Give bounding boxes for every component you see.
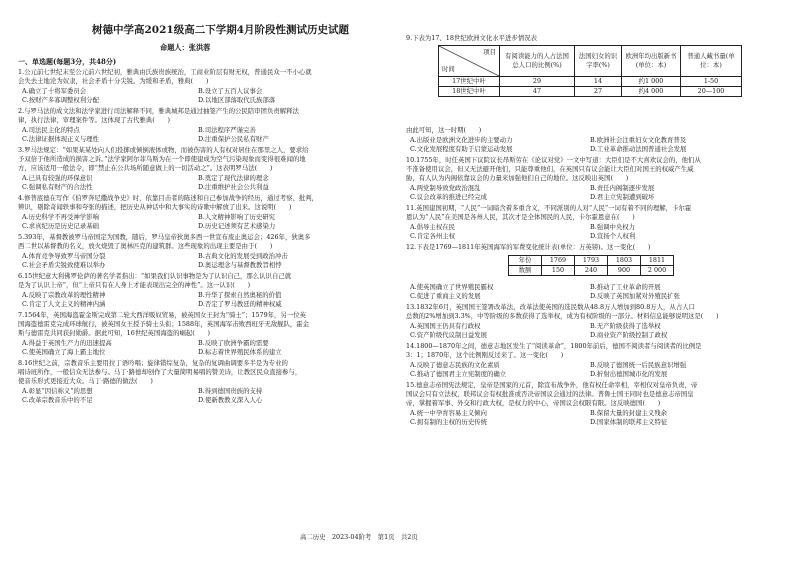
q9-header-c4: 普通人藏书量(单位：本) — [681, 46, 742, 77]
table-cell: 900 — [608, 266, 641, 276]
q14-stem-2: 3：1；1870年，这个比例刚反过来了。这一变化( ) — [406, 351, 564, 359]
q14-option-d[interactable]: D.折射出德国城市化的发展 — [590, 370, 668, 378]
table-cell: 1-50 — [681, 77, 742, 87]
q1-option-b[interactable]: B.设立了五百人议事会 — [198, 87, 263, 95]
q4-stem-2: 辨识，剔除奇闻轶事和夸张的描述，把历史从神话中和大事实的诗歌中解放了出来。这说明( ) — [18, 203, 292, 211]
q7-option-d[interactable]: D.标志着世界殖民体系的建立 — [198, 348, 282, 356]
q13-option-b[interactable]: B.无产阶级获得了选举权 — [590, 322, 661, 330]
q9-option-a[interactable]: A.出版业是欧洲文化进步的主要动力 — [410, 136, 513, 144]
q9-stem: 由此可知，这一时期( ) — [406, 126, 482, 134]
table-cell: 1793 — [575, 256, 608, 266]
q1-option-d[interactable]: D.以地区部落取代氏族部落 — [198, 96, 276, 104]
q12-option-b[interactable]: B.推动了工业革命的开展 — [590, 283, 661, 291]
q6-option-a[interactable]: A.反映了宗教改革的理性精神 — [22, 291, 106, 299]
q7-stem-3: 斯与德雷克共同获封勋爵。据此可知，16世纪英国海盗的崛起( ) — [18, 329, 211, 337]
q1-stem-1: 1.公元前七世纪末至公元前六世纪初，雅典由氏族贵族统治，工商业阶层有财无权，普通民众一不小心就 — [18, 68, 312, 76]
q3-option-a[interactable]: A.已具有较强的环保意识 — [22, 174, 93, 182]
q13-stem-1: 13.1832年6月，英国国王签署改革法，改革法使英国的选民数从48.8万人增加到80.8万人，从占人口 — [406, 303, 696, 311]
q9-header-time: 时间 — [442, 65, 455, 73]
q3-stem-2: 予双倍于他所造成的损害之诉。”法学家阿尔菲乌斯为在一个即使建成为空气污染现象而变得很难闻的地 — [18, 155, 306, 163]
q4-option-c[interactable]: C.求真纪历是历史记录基础 — [22, 222, 99, 230]
q15-option-c[interactable]: C.拥有制的主权的历史传统 — [410, 418, 487, 426]
q9-intro: 9.下表为17、18世纪欧洲文化水平进步情况表 — [406, 34, 538, 42]
q10-option-c[interactable]: C.议会改革的推进已经完成 — [410, 193, 487, 201]
q12-option-d[interactable]: D.反映了英国加紧对外殖民扩张 — [590, 292, 681, 300]
q9-option-d[interactable]: D.工业革命推动法国普通社会发展 — [590, 145, 687, 153]
q1-option-a[interactable]: A.确立了十将军委员会 — [22, 87, 87, 95]
q15-stem-1: 15.德意志帝国宪法规定，皇帝是国家的元首，除宣布战争外，他有权任命宰相，宰相仅对皇帝负责，帝 — [406, 381, 698, 389]
table-cell: 18世纪中叶 — [439, 87, 500, 97]
exam-title: 树德中学高2021级高二下学期4月阶段性测试历史试题 — [92, 24, 350, 36]
q11-option-b[interactable]: B.强调中央权力 — [590, 223, 636, 231]
q9-header-c3: 欧洲年均出版新书(单位：本) — [622, 46, 681, 77]
q11-option-a[interactable]: A.倡导主权在民 — [410, 223, 455, 231]
table-row — [439, 87, 742, 97]
q8-option-d[interactable]: D.使新教教义深入人心 — [198, 396, 263, 404]
table-cell: 27 — [575, 87, 622, 97]
q12-table — [508, 255, 674, 276]
q6-option-c[interactable]: C.肯定了人文主义的精神内涵 — [22, 300, 106, 308]
table-row — [509, 266, 674, 276]
q11-option-d[interactable]: D.宣扬个人权利 — [590, 232, 636, 240]
q12-option-a[interactable]: A.使英国确立了世界殖民霸权 — [410, 283, 494, 291]
q7-stem-1: 7.1564年，英国海盗霍金斯完成第二轮大西洋贩奴贸易，被英国女王封为“骑士”；1579年，另一位英 — [18, 311, 307, 319]
q7-stem-2: 国海盗德雷克完成环球航行，被英国女王授予骑士头衔；1588年，英国海军击败西班牙无敌舰队，霍金 — [18, 320, 310, 328]
q7-option-a[interactable]: A.得益于英国生产力的迅速提高 — [22, 339, 112, 347]
table-cell: 17世纪中叶 — [439, 77, 500, 87]
table-cell: 约1 000 — [622, 77, 681, 87]
q10-stem-3: 胁，有人认为内阁依靠议会的力量来加强他们自己的地位。这反映出英国( ) — [406, 174, 629, 182]
q5-option-c[interactable]: C.社会矛盾尖锐致使难以举办 — [22, 261, 106, 269]
q5-option-b[interactable]: B.古典文化的发展受到政治冲击 — [198, 252, 288, 260]
q12-option-c[interactable]: C.促进了重商主义的发展 — [410, 292, 481, 300]
q14-stem-1: 14.1800—1870年之间，德意志地区发生了“阅读革命”，1800年前后，德国不阅读者与阅读者的比例是 — [406, 342, 702, 350]
q5-stem-2: 西二世以基督教的名义，放火烧毁了奥林匹克的建筑群。这些现象的出现主要是由于( ) — [18, 242, 273, 250]
q13-option-c[interactable]: C.资产阶级代议制日益发展 — [410, 331, 487, 339]
q9-header-item: 项目 — [483, 48, 496, 56]
table-cell: 1769 — [542, 256, 575, 266]
q9-table-header — [439, 46, 742, 77]
q3-stem-1: 3.罗马法规定：“如果某某处向人们投掷或倾倒液体或物，而被伤害的人有权对居住在那里之人，要求给 — [18, 146, 309, 154]
table-cell: 1811 — [641, 256, 674, 266]
table-cell: 20—100 — [681, 87, 742, 97]
q15-stem-3: 帝，掌握着军事、外交和行政大权，是权力的中心，帝国议会权限有限。这反映德国( ) — [406, 399, 661, 407]
q13-option-d[interactable]: D.商业资产阶级控制了政权 — [590, 331, 668, 339]
q6-stem-1: 6.15世纪意大利佛罗伦萨的著名学者指出：“如果我们认识事物是为了认识自己，那么认识自己就 — [18, 272, 292, 280]
q12-stem: 12.下表是1769—1811年英国海军的军费变化统计表(单位：万英镑)。这一变化( ) — [406, 243, 651, 251]
q15-option-a[interactable]: A.统一中孕育容易主义倾向 — [410, 409, 487, 417]
q6-stem-2: 是为了认识上帝”，但“上帝只有在人身上才能表现出完全的神性”。这一认识( ) — [18, 281, 251, 289]
q3-option-c[interactable]: C.强调私有财产的合法性 — [22, 183, 93, 191]
q10-option-b[interactable]: B.责任内阁制逐步发展 — [590, 184, 655, 192]
q9-table — [438, 45, 742, 97]
q8-option-b[interactable]: B.得到德国贵族的支持 — [198, 387, 263, 395]
table-cell: 1803 — [608, 256, 641, 266]
q1-stem-2: 会失去土地沦为奴隶，社会矛盾十分尖锐。为缓和矛盾，雅典( ) — [18, 77, 209, 85]
q11-stem-1: 11.英国建国初期，“人民”一词暗含着多重含义，不同派别的人对“人民”一词有着不同的理解，卡尔霍 — [406, 204, 692, 212]
q4-option-a[interactable]: A.历史科学不再受神学影响 — [22, 213, 99, 221]
q12-data-label: 数额 — [509, 266, 542, 276]
q10-stem-2: 不准备使用议会，但又无法避开他们，只能尊重他们，在英国只有议会能让大臣们对国王的权威产生威 — [406, 165, 694, 173]
q8-stem-1: 8.16世纪之前，宗教音乐主要用拉丁语吟唱；旋律错综复杂，复杂的复调曲调要多半是为专业的 — [18, 359, 288, 367]
q3-stem-3: 方，应该适用一般法令，即“禁止在公共场所随意做上的一切活动之”。这表明罗马法( ) — [18, 164, 273, 172]
q4-option-b[interactable]: B.人文精神影响了历史研究 — [198, 213, 276, 221]
q9-option-b[interactable]: B.欧洲社会注重妇女文化教育普及 — [590, 136, 687, 144]
q9-header-c2: 法国妇女的识字率(%) — [575, 46, 622, 77]
q2-option-c[interactable]: C.法律证据体现正义与理性 — [22, 135, 99, 143]
q9-diagonal-header — [439, 46, 500, 77]
q14-option-b[interactable]: B.反映了德国统一后民族意识增强 — [590, 361, 687, 369]
q8-stem-3: 使音乐形式更接近大众。马丁·路德的做法( ) — [18, 377, 153, 385]
q6-option-b[interactable]: B.升华了探索自然奥秘的价值 — [198, 291, 282, 299]
q1-option-c[interactable]: C.按财产多寡调整权利分配 — [22, 96, 99, 104]
exam-author: 命题人：张洪蓉 — [160, 43, 211, 52]
page-footer: 高二历史 2023-04阶考 第1页 共2页 — [300, 533, 418, 541]
q15-option-b[interactable]: B.保留大量的封建主义残余 — [590, 409, 668, 417]
q10-stem-1: 10.1755年，时任英国下议院议长昂斯劳在《论议对党》一文中写道：大臣们是不大喜欢议会的，他们从 — [406, 156, 701, 164]
q13-stem-2: 总数的2%增加到3.3%，中等阶级的多数获得了选举权，成为有权阶级的一部分。材料信息能够说明这是( ) — [406, 312, 719, 320]
q7-option-b[interactable]: B.反映了欧洲争霸的需要 — [198, 339, 269, 347]
q5-option-d[interactable]: D.奥运理念与基督教教旨相悖 — [198, 261, 282, 269]
table-cell: 47 — [500, 87, 575, 97]
q15-stem-2: 国议会只有立法权，联邦议会有权批准或否决帝国议会通过的法律。普鲁士国王同时也是德意志帝国皇 — [406, 390, 694, 398]
q15-option-d[interactable]: D.国家体制的联邦主义特征 — [590, 418, 668, 426]
q8-option-a[interactable]: A.彰显“因信称义”的思想 — [22, 387, 93, 395]
q11-stem-2: 恩认为“人民”在美国是各州人民，其次才是全体国民的人民，卡尔霍恩意在( ) — [406, 213, 635, 221]
q12-year-label: 年份 — [509, 256, 542, 266]
q8-option-c[interactable]: C.改革宗教音乐中的不足 — [22, 396, 93, 404]
q2-option-d[interactable]: D.注重保护公民私有财产 — [198, 135, 269, 143]
table-cell: 240 — [575, 266, 608, 276]
table-row — [439, 77, 742, 87]
table-cell: 2 000 — [641, 266, 674, 276]
table-row — [509, 256, 674, 266]
q3-option-d[interactable]: D.注重维护社会公共利益 — [198, 183, 269, 191]
table-cell: 14 — [575, 77, 622, 87]
q9-header-c1: 有阅读能力的人占法国总人口的比例(%) — [500, 46, 575, 77]
q14-option-c[interactable]: C.推动了德国君主立宪制度的确立 — [410, 370, 507, 378]
q9-option-c[interactable]: C.文化发展程度有助于启蒙运动发展 — [410, 145, 513, 153]
q8-stem-2: 唱诗班所作，一般信众无法参与。马丁·路德却创作了大量简明易唱的赞美诗，让教区民众直接参与， — [18, 368, 302, 376]
table-cell: 150 — [542, 266, 575, 276]
q7-option-c[interactable]: C.使英国确立了海上霸主地位 — [22, 348, 106, 356]
q3-option-b[interactable]: B.奠定了现代法律的理念 — [198, 174, 269, 182]
q4-stem-1: 4.修普底德在写作《伯罗奔尼撒战争史》时，依靠目击者的陈述和自己参加战争的经历，通过考察、批判， — [18, 194, 319, 202]
table-cell: 约4 000 — [622, 87, 681, 97]
q10-option-a[interactable]: A.两党制导致党政治混乱 — [410, 184, 481, 192]
q6-option-d[interactable]: D.否定了罗马教廷的精神权威 — [198, 300, 282, 308]
q2-stem-2: 律，执行法律、审理案件等。这体现了古代雅典( ) — [18, 116, 170, 124]
q2-option-b[interactable]: B.司法程序严谨完善 — [198, 126, 256, 134]
q14-option-a[interactable]: A.反映了德意志民族的文化素质 — [410, 361, 500, 369]
table-cell: 29 — [500, 77, 575, 87]
section-heading: 一、单选题(每题3分，共48分) — [18, 57, 117, 66]
q4-option-d[interactable]: D.历史记述须有艺术感染力 — [198, 222, 276, 230]
q10-option-d[interactable]: D.君主立宪制遭到破坏 — [590, 193, 655, 201]
q2-stem-1: 2.与罗马法的成文法和法学家进行司法解释不同，雅典城邦是通过抽签产生的公民陪审团负责解释法 — [18, 107, 299, 115]
q5-stem-1: 5.393年，基督教被罗马帝国定为国教，随后，罗马皇帝狄奥多西一世宣布废止奥运会；426年，狄奥多 — [18, 233, 311, 241]
q13-option-a[interactable]: A.英国国王仍具有行政权 — [410, 322, 481, 330]
q11-option-c[interactable]: C.肯定各州主权 — [410, 232, 456, 240]
q2-option-a[interactable]: A.司法民主化的特点 — [22, 126, 80, 134]
q5-option-a[interactable]: A.体育竞争导致罗马帝国分裂 — [22, 252, 106, 260]
